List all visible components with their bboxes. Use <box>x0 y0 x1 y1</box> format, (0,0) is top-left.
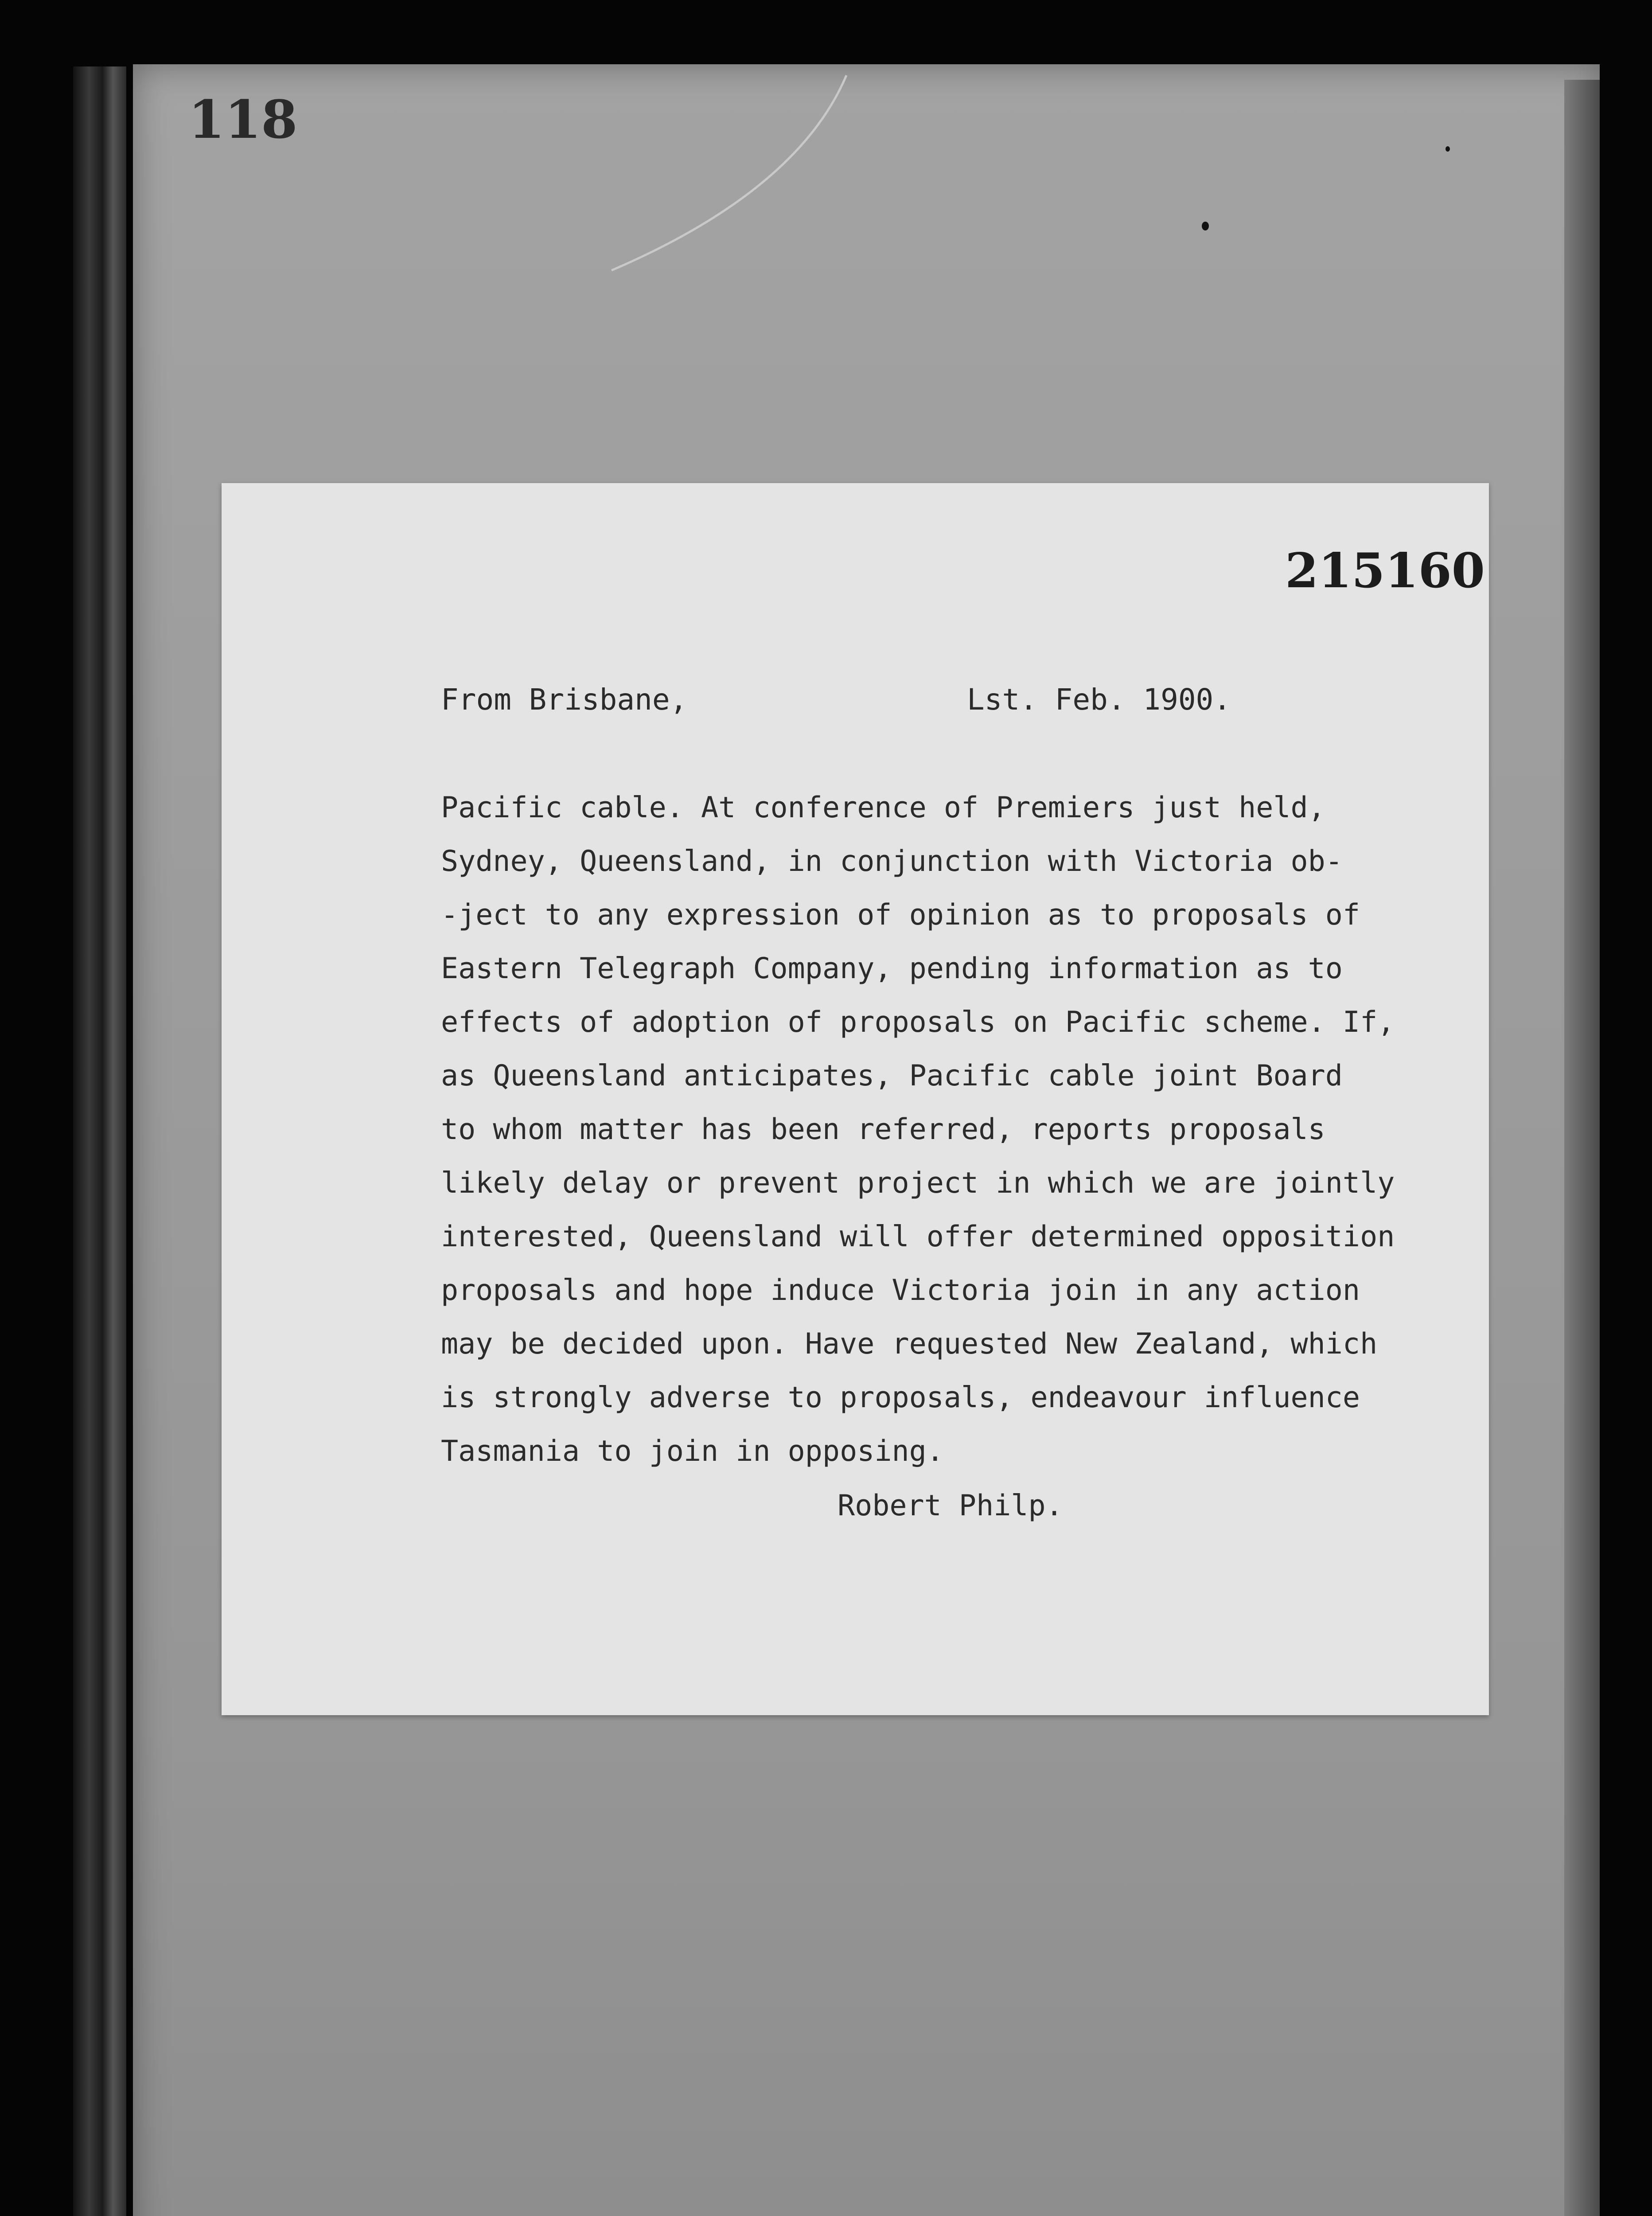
telegram-body-line: Eastern Telegraph Company, pending information as to <box>441 952 1343 985</box>
telegram-body-line: likely delay or prevent project in which we are jointly <box>441 1167 1395 1200</box>
telegram-sheet <box>222 483 1489 1715</box>
telegram-body-line: effects of adoption of proposals on Pacific scheme. If, <box>441 1006 1395 1039</box>
telegram-signature: Robert Philp. <box>838 1489 1063 1522</box>
telegram-body-line: to whom matter has been referred, reports proposals <box>441 1113 1325 1146</box>
folio-number: 118 <box>188 89 298 150</box>
speck <box>1446 146 1450 152</box>
ledger-edge <box>73 66 126 2216</box>
speck <box>1202 222 1209 230</box>
telegram-body-line: proposals and hope induce Victoria join in any action <box>441 1274 1360 1307</box>
telegram-number: 215160 <box>1285 543 1485 599</box>
page-shadow <box>1564 80 1600 2216</box>
telegram-body-line: Pacific cable. At conference of Premiers just held, <box>441 791 1325 824</box>
telegram-origin: From Brisbane, <box>441 683 688 717</box>
telegram-body-line: interested, Queensland will offer determined opposition <box>441 1220 1395 1253</box>
telegram-body-line: may be decided upon. Have requested New Zealand, which <box>441 1327 1378 1361</box>
telegram-body-line: is strongly adverse to proposals, endeavour influence <box>441 1381 1360 1414</box>
telegram-body-line: Sydney, Queensland, in conjunction with Victoria ob- <box>441 845 1343 878</box>
telegram-body-line: -ject to any expression of opinion as to proposals of <box>441 898 1360 932</box>
pencil-arc-mark <box>598 66 886 279</box>
telegram-date: Lst. Feb. 1900. <box>967 683 1231 717</box>
telegram-body-line: as Queensland anticipates, Pacific cable joint Board <box>441 1059 1343 1092</box>
telegram-body-line: Tasmania to join in opposing. <box>441 1435 944 1468</box>
